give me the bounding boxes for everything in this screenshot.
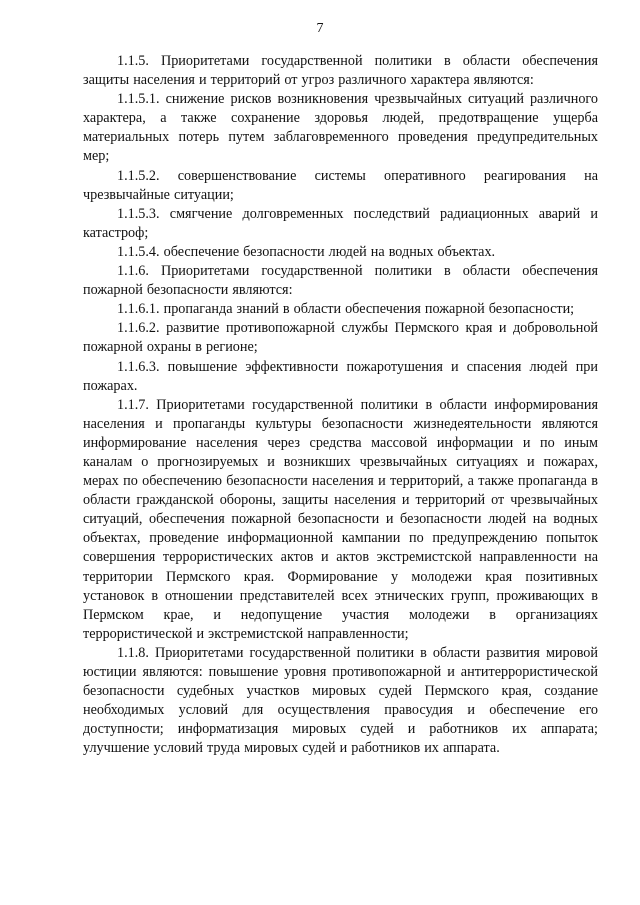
paragraph-1-1-5-1: 1.1.5.1. снижение рисков возникновения чрезвычайных ситуаций различного характера, а также сохранение здоровья людей, предотвращение ущерба материальных потерь путем заблаговременного проведения предупредительных мер; <box>83 91 598 165</box>
paragraph-1-1-6-1: 1.1.6.1. пропаганда знаний в области обеспечения пожарной безопасности; <box>117 301 575 318</box>
paragraph-1-1-7: 1.1.7. Приоритетами государственной политики в области информирования населения и пропаганды культуры безопасности жизнедеятельности являются информирование населения через средства массовой информации и по иным каналам о прогнозируемых и возникших чрезвычайных ситуациях и пожарах, мерах по обеспечению безопасности населения и территорий, а также пропаганда в области гражданской обороны, защиты населения и территорий от чрезвычайных ситуаций, обеспечения пожарной безопасности и безопасности людей на водных объектах, проведение информационной кампании по предупреждению попыток совершения террористических актов и актов экстремистской направленности на территории Пермского края. Формирование у молодежи края позитивных установок в отношении представителей всех этнических групп, проживающих в Пермском крае, и недопущение участия молодежи в организациях террористической и экстремистской направленности; <box>83 396 598 642</box>
document-body <box>83 52 598 758</box>
paragraph-1-1-6-2: 1.1.6.2. развитие противопожарной службы Пермского края и добровольной пожарной охраны в регионе; <box>83 320 598 356</box>
page-number: 7 <box>316 21 324 36</box>
paragraph-1-1-5: 1.1.5. Приоритетами государственной политики в области обеспечения защиты населения и территорий от угроз различного характера являются: <box>83 53 598 89</box>
paragraph-1-1-5-2: 1.1.5.2. совершенствование системы оперативного реагирования на чрезвычайные ситуации; <box>83 167 598 203</box>
paragraph-1-1-8: 1.1.8. Приоритетами государственной политики в области развития мировой юстиции являются: повышение уровня противопожарной и антитеррористической безопасности судебных участков мировых судей Пермского края, создание необходимых условий для осуществления правосудия и обеспечение его доступности; информатизация мировых судей и работников их аппарата; улучшение условий труда мировых судей и работников их аппарата. <box>83 644 598 757</box>
paragraph-1-1-5-4: 1.1.5.4. обеспечение безопасности людей на водных объектах. <box>117 243 496 260</box>
paragraph-1-1-6: 1.1.6. Приоритетами государственной политики в области обеспечения пожарной безопасности являются: <box>83 263 598 299</box>
paragraph-1-1-5-3: 1.1.5.3. смягчение долговременных последствий радиационных аварий и катастроф; <box>83 205 598 241</box>
paragraph-1-1-6-3: 1.1.6.3. повышение эффективности пожаротушения и спасения людей при пожарах. <box>83 358 598 394</box>
